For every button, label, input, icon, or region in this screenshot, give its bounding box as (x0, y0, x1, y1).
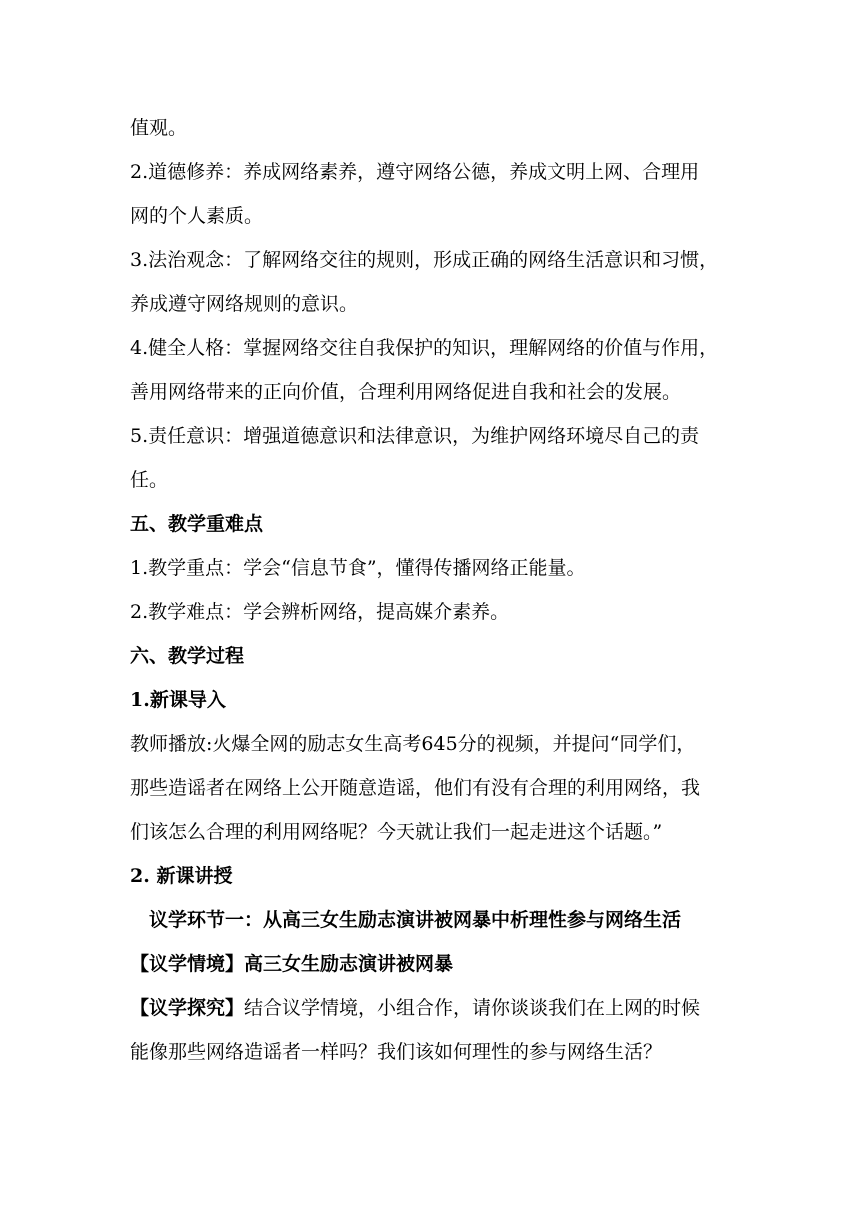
objective-law-line: 3.法治观念：了解网络交往的规则，形成正确的网络生活意识和习惯， (130, 249, 719, 271)
discussion-inquiry-text: 结合议学情境，小组合作，请你谈谈我们在上网的时候 (244, 997, 701, 1019)
subheading-intro: 1.新课导入 (130, 689, 226, 711)
body-line: 值观。 (130, 117, 188, 139)
objective-personality-line: 4.健全人格：掌握网络交往自我保护的知识，理解网络的价值与作用， (130, 337, 719, 359)
body-line: 能像那些网络造谣者一样吗？我们该如何理性的参与网络生活？ (130, 1041, 663, 1063)
document-page (130, 106, 730, 1074)
body-line: 善用网络带来的正向价值，合理利用网络促进自我和社会的发展。 (130, 381, 682, 403)
key-point-line: 1.教学重点：学会“信息节食”，懂得传播网络正能量。 (130, 557, 586, 579)
section-heading-process: 六、教学过程 (130, 645, 245, 667)
discussion-inquiry-line (130, 986, 730, 1030)
body-line: 网的个人素质。 (130, 205, 264, 227)
body-line: 那些造谣者在网络上公开随意造谣，他们有没有合理的利用网络，我 (130, 777, 701, 799)
body-line: 任。 (130, 469, 169, 491)
body-line: 教师播放:火爆全网的励志女生高考645分的视频，并提问“同学们， (130, 733, 696, 755)
objective-moral-line: 2.道德修养：养成网络素养，遵守网络公德，养成文明上网、合理用 (130, 161, 700, 183)
discussion-inquiry-label: 【议学探究】 (130, 997, 245, 1019)
difficult-point-line: 2.教学难点：学会辨析网络，提高媒介素养。 (130, 601, 510, 623)
body-line: 们该怎么合理的利用网络呢？今天就让我们一起走进这个话题。” (130, 821, 663, 843)
body-line: 养成遵守网络规则的意识。 (130, 293, 359, 315)
discussion-segment-title: 议学环节一：从高三女生励志演讲被网暴中析理性参与网络生活 (149, 909, 682, 931)
section-heading-key-points: 五、教学重难点 (130, 513, 264, 535)
subheading-new-lesson: 2. 新课讲授 (130, 865, 233, 887)
objective-responsibility-line: 5.责任意识：增强道德意识和法律意识，为维护网络环境尽自己的责 (130, 425, 700, 447)
discussion-context-heading: 【议学情境】高三女生励志演讲被网暴 (130, 953, 454, 975)
